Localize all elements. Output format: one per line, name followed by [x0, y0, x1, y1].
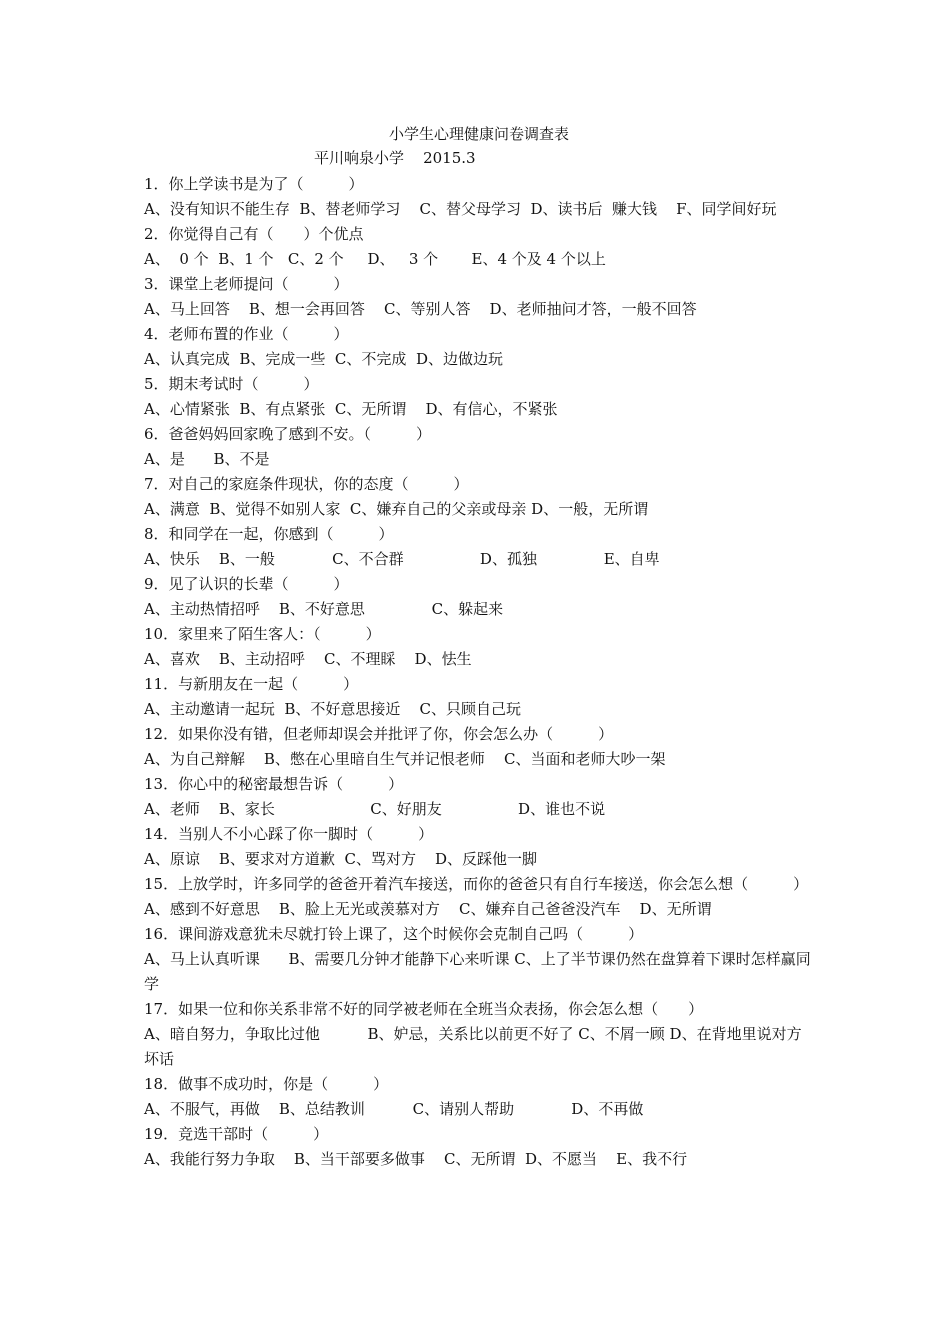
answer-options: A、是 B、不是 [144, 450, 270, 468]
question-text: 10．家里来了陌生客人：（ ） [144, 625, 381, 643]
answer-options: A、心情紧张 B、有点紧张 C、无所谓 D、有信心，不紧张 [144, 400, 558, 418]
answer-options: A、 0 个 B、1 个 C、2 个 D、 3 个 E、4 个及 4 个以上 [144, 250, 606, 268]
question-text: 17．如果一位和你关系非常不好的同学被老师在全班当众表扬，你会怎么想（ ） [144, 1000, 704, 1018]
answer-options: A、为自己辩解 B、憋在心里暗自生气并记恨老师 C、当面和老师大吵一架 [144, 750, 666, 768]
question-text: 11．与新朋友在一起（ ） [144, 675, 359, 693]
answer-options: A、满意 B、觉得不如别人家 C、嫌弃自己的父亲或母亲 D、一般，无所谓 [144, 500, 649, 518]
page-subtitle: 平川响泉小学 2015.3 [314, 149, 476, 167]
question-text: 9．见了认识的长辈（ ） [144, 575, 349, 593]
question-text: 4．老师布置的作业（ ） [144, 325, 349, 343]
answer-options: A、我能行努力争取 B、当干部要多做事 C、无所谓 D、不愿当 E、我不行 [144, 1150, 688, 1168]
answer-options: A、原谅 B、要求对方道歉 C、骂对方 D、反踩他一脚 [144, 850, 538, 868]
question-list [144, 172, 814, 1172]
answer-options: A、暗自努力，争取比过他 B、妒忌，关系比以前更不好了 C、不屑一顾 D、在背地里说对方坏话 [144, 1025, 802, 1068]
question-text: 15．上放学时，许多同学的爸爸开着汽车接送，而你的爸爸只有自行车接送，你会怎么想（ ） [144, 875, 809, 893]
question-text: 7．对自己的家庭条件现状，你的态度（ ） [144, 475, 469, 493]
answer-options: A、主动热情招呼 B、不好意思 C、躲起来 [144, 600, 504, 618]
answer-options: A、老师 B、家长 C、好朋友 D、谁也不说 [144, 800, 606, 818]
question-text: 16．课间游戏意犹未尽就打铃上课了，这个时候你会克制自己吗（ ） [144, 925, 644, 943]
answer-options: A、不服气，再做 B、总结教训 C、请别人帮助 D、不再做 [144, 1100, 644, 1118]
answer-options: A、喜欢 B、主动招呼 C、不理睬 D、怯生 [144, 650, 472, 668]
answer-options: A、马上回答 B、想一会再回答 C、等别人答 D、老师抽问才答，一般不回答 [144, 300, 697, 318]
answer-options: A、快乐 B、一般 C、不合群 D、孤独 E、自卑 [144, 550, 660, 568]
answer-options: A、认真完成 B、完成一些 C、不完成 D、边做边玩 [144, 350, 503, 368]
question-text: 3．课堂上老师提问（ ） [144, 275, 349, 293]
questionnaire-page [144, 122, 814, 1172]
question-text: 8．和同学在一起，你感到（ ） [144, 525, 394, 543]
question-text: 5．期末考试时（ ） [144, 375, 319, 393]
page-title: 小学生心理健康问卷调查表 [388, 125, 569, 143]
question-text: 12．如果你没有错，但老师却误会并批评了你，你会怎么办（ ） [144, 725, 614, 743]
question-text: 1．你上学读书是为了（ ） [144, 175, 364, 193]
question-text: 19．竞选干部时（ ） [144, 1125, 329, 1143]
question-text: 18．做事不成功时，你是（ ） [144, 1075, 389, 1093]
question-text: 2．你觉得自己有（ ）个优点 [144, 225, 364, 243]
answer-options: A、主动邀请一起玩 B、不好意思接近 C、只顾自己玩 [144, 700, 521, 718]
question-text: 14．当别人不小心踩了你一脚时（ ） [144, 825, 434, 843]
answer-options: A、没有知识不能生存 B、替老师学习 C、替父母学习 D、读书后 赚大钱 F、同学间好玩 [144, 200, 777, 218]
question-text: 6．爸爸妈妈回家晚了感到不安。（ ） [144, 425, 432, 443]
answer-options: A、感到不好意思 B、脸上无光或羡慕对方 C、嫌弃自己爸爸没汽车 D、无所谓 [144, 900, 712, 918]
answer-options: A、马上认真听课 B、需要几分钟才能静下心来听课 C、上了半节课仍然在盘算着下课时怎样赢同学 [144, 950, 811, 993]
question-text: 13．你心中的秘密最想告诉（ ） [144, 775, 404, 793]
